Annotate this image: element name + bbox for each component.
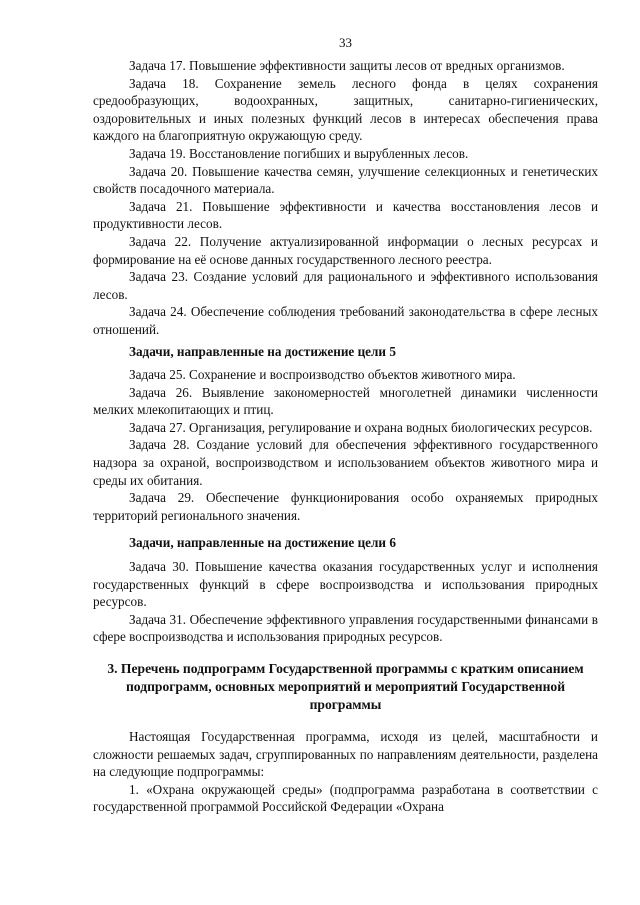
task-27: Задача 27. Организация, регулирование и охрана водных биологических ресурсов. bbox=[129, 419, 593, 435]
task-20: Задача 20. Повышение качества семян, улучшение селекционных и генетических свойств посадочного материала. bbox=[93, 163, 598, 197]
task-28: Задача 28. Создание условий для обеспечения эффективного государственного надзора за охраной, воспроизводством и использованием объектов животного мира и среды их обитания. bbox=[93, 437, 598, 488]
task-26: Задача 26. Выявление закономерностей многолетней динамики численности мелких млекопитающих и птиц. bbox=[93, 384, 598, 418]
task-17: Задача 17. Повышение эффективности защиты лесов от вредных организмов. bbox=[129, 58, 565, 73]
task-31: Задача 31. Обеспечение эффективного управления государственными финансами в сфере воспроизводства и использования природных ресурсов. bbox=[93, 611, 598, 645]
section-3-title: 3. Перечень подпрограмм Государственной программы с кратким описанием подпрограмм, основных мероприятий и мероприятий Государственной программы bbox=[107, 661, 584, 712]
task-24: Задача 24. Обеспечение соблюдения требований законодательства в сфере лесных отношений. bbox=[93, 304, 598, 337]
intro-paragraph: Настоящая Государственная программа, исходя из целей, масштабности и сложности решаемых задач, сгруппированных по направлениям деятельности, разделена на следующие подпрограммы: bbox=[93, 729, 598, 780]
task-18: Задача 18. Сохранение земель лесного фонда в целях сохранения средообразующих, водоохранных, защитных, санитарно-гигиенических, оздоровительных и иных полезных функций лесов в интересах обеспечения права каждого на благоприятную окружающую среду. bbox=[93, 75, 598, 144]
task-21: Задача 21. Повышение эффективности и качества восстановления лесов и продуктивности лесов. bbox=[93, 198, 598, 232]
heading-goal-5: Задачи, направленные на достижение цели 5 bbox=[129, 343, 396, 359]
task-29: Задача 29. Обеспечение функционирования особо охраняемых природных территорий регионального значения. bbox=[93, 490, 598, 523]
subprogram-1: 1. «Охрана окружающей среды» (подпрограмма разработана в соответствии с государственной программой Российской Федерации «Охрана bbox=[93, 781, 598, 815]
task-19: Задача 19. Восстановление погибших и вырубленных лесов. bbox=[129, 145, 469, 161]
task-25: Задача 25. Сохранение и воспроизводство объектов животного мира. bbox=[129, 367, 516, 383]
document-page bbox=[93, 34, 598, 816]
task-30: Задача 30. Повышение качества оказания государственных услуг и исполнения государственных функций в сфере воспроизводства и использования природных ресурсов. bbox=[93, 559, 598, 610]
task-23: Задача 23. Создание условий для рационального и эффективного использования лесов. bbox=[93, 269, 598, 302]
page-number: 33 bbox=[339, 35, 352, 50]
heading-goal-6: Задачи, направленные на достижение цели 6 bbox=[129, 535, 396, 551]
task-22: Задача 22. Получение актуализированной информации о лесных ресурсах и формирование на её основе данных государственного лесного реестра. bbox=[93, 233, 598, 267]
